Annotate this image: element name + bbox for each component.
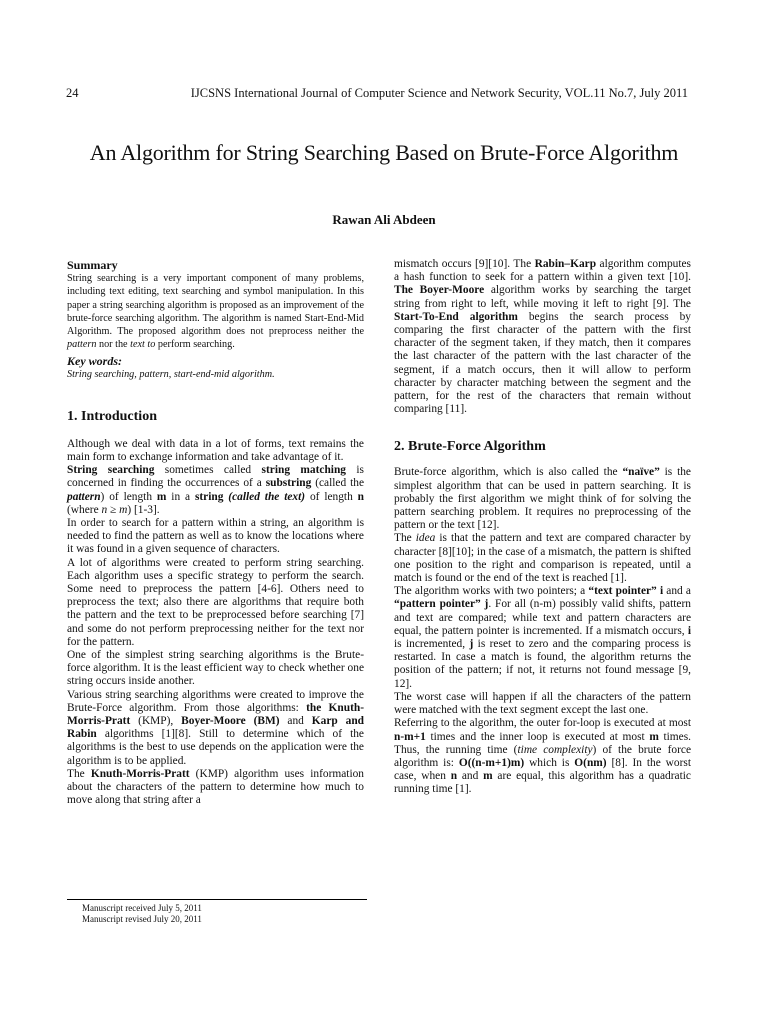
left-column <box>67 258 364 807</box>
intro-paragraph-4: A lot of algorithms were created to perform string searching. Each algorithm uses a specific strategy to perform the search. Some need to preprocess the pattern [4-6]. Others need to preprocess the text; also there are algorithms that require both the pattern and the text to be preprocessed before searching [7] and some do not perform preprocessing neither for the text nor for the pattern. <box>67 556 364 648</box>
intro-paragraph-5: One of the simplest string searching algorithms is the Brute-force algorithm. It is the least efficient way to check whether one string occurs inside another. <box>67 649 364 688</box>
section-heading-brute-force: 2. Brute-Force Algorithm <box>394 439 546 455</box>
brute-force-paragraph-3: The algorithm works with two pointers; a “text pointer” i and a “pattern pointer” j. For all (n-m) possibly valid shifts, pattern and text are compared; while text and pattern characters are equal, the pattern pointer is incremented. If a mismatch occurs, i is incremented, j is reset to zero and the comparing process is restarted. In case a match is found, the algorithm returns the position of the pattern; if not, it returns not found message [9, 12]. <box>394 585 691 690</box>
intro-continuation-paragraph: mismatch occurs [9][10]. The Rabin–Karp algorithm computes a hash function to seek for a pattern within a given text [10]. The Boyer-Moore algorithm works by searching the target string from right to left, while moving it left to right [9]. The Start-To-End algorithm begins the search process by comparing the first character of the pattern with the first character of the segment taken, if they match, then it compares the last character of the pattern with the last character of the segment, if a match occurs, then it will allow to perform character by character matching between the segment and the pattern, for the rest of the characters that remain without comparing [11]. <box>394 258 691 416</box>
keywords-heading: Key words: <box>67 353 122 368</box>
summary-text: String searching is a very important component of many problems, including text editing, text searching and symbol manipulation. In this paper a string searching algorithm is proposed as an improvement of the brute-force searching algorithm. The algorithm is named Start-End-Mid Algorithm. The proposed algorithm does not preprocess neither the pattern nor the text to perform searching. <box>67 273 364 351</box>
brute-force-paragraph-4: The worst case will happen if all the characters of the pattern were matched with the text segment except the last one. <box>394 690 691 717</box>
footnote-divider <box>67 899 367 900</box>
brute-force-paragraph-5: Referring to the algorithm, the outer for-loop is executed at most n-m+1 times and the inner loop is executed at most m times. Thus, the running time (time complexity) of the brute force algorithm is: O((n-m+1)m) which is O(nm) [8]. In the worst case, when n and m are equal, this algorithm has a quadratic running time [1]. <box>394 717 691 796</box>
intro-paragraph-7: The Knuth-Morris-Pratt (KMP) algorithm uses information about the characters of the pattern to determine how much to move along that string after a <box>67 767 364 807</box>
intro-paragraph-1: Although we deal with data in a lot of forms, text remains the main form to exchange information and take advantage of it. <box>67 437 364 463</box>
section-heading-introduction: 1. Introduction <box>67 408 157 424</box>
intro-paragraph-6: Various string searching algorithms were created to improve the Brute-Force algorithm. From those algorithms: the Knuth-Morris-Pratt (KMP), Boyer-Moore (BM) and Karp and Rabin algorithms [1][8]. Still to determine which of the algorithms is the best to use depends on the application were the algorithm is to be applied. <box>67 688 364 767</box>
keywords-text: String searching, pattern, start-end-mid algorithm. <box>67 368 275 380</box>
brute-force-paragraph-1: Brute-force algorithm, which is also called the “naïve” is the simplest algorithm that can be used in pattern searching. It is probably the first algorithm we might think of for solving the pattern searching problem. It requires no preprocessing of the pattern or the text [12]. <box>394 466 691 532</box>
right-column <box>394 258 691 797</box>
footnote <box>82 903 202 925</box>
footnote-received: Manuscript received July 5, 2011 <box>82 903 202 913</box>
author-name: Rawan Ali Abdeen <box>332 212 436 227</box>
page-number: 24 <box>66 86 79 100</box>
summary-heading: Summary <box>67 258 118 272</box>
intro-paragraph-2: String searching sometimes called string matching is concerned in finding the occurrences of a substring (called the pattern) of length m in a string (called the text) of length n (where n ≥ m) [1-3]. <box>67 464 364 516</box>
journal-header: IJCSNS International Journal of Computer Science and Network Security, VOL.11 No.7, July 2011 <box>190 86 688 100</box>
intro-paragraph-3: In order to search for a pattern within a string, an algorithm is needed to find the pattern as well as to know the locations where it was found in a given sequence of characters. <box>67 517 364 556</box>
brute-force-paragraph-2: The idea is that the pattern and text are compared character by character [8][10]; in the case of a mismatch, the pattern is shifted one position to the right and comparison is repeated, until a match is found or the end of the text is reached [1]. <box>394 532 691 585</box>
paper-title: An Algorithm for String Searching Based on Brute-Force Algorithm <box>89 140 679 165</box>
footnote-revised: Manuscript revised July 20, 2011 <box>82 914 202 924</box>
